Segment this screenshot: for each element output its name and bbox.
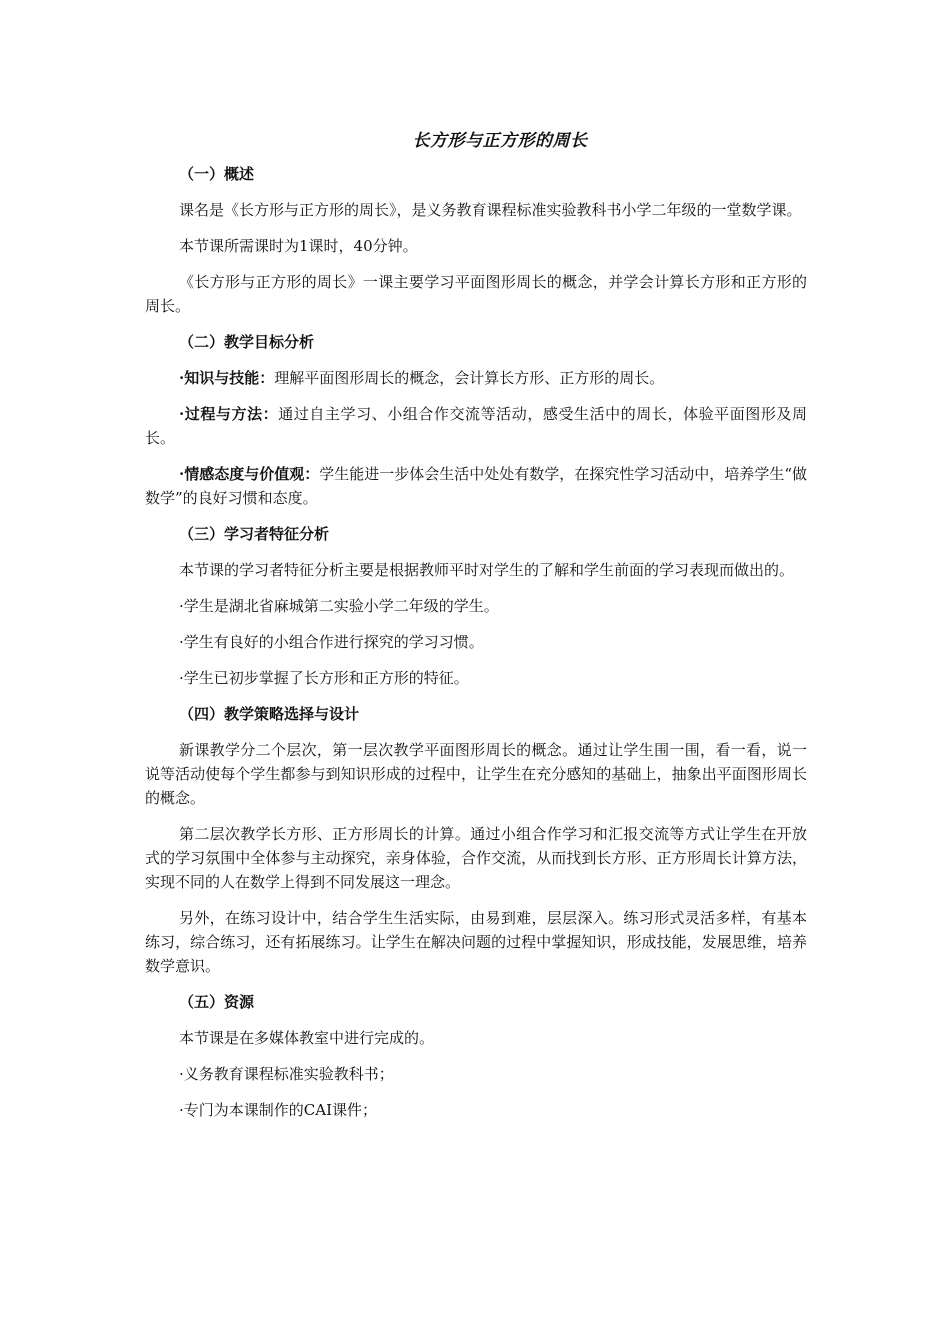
section-heading-learners: （三）学习者特征分析	[179, 525, 330, 543]
paragraph: 本节课是在多媒体教室中进行完成的。	[179, 1029, 435, 1047]
objective-text: 理解平面图形周长的概念，会计算长方形、正方形的周长。	[274, 369, 665, 387]
paragraph: 新课教学分二个层次，第一层次教学平面图形周长的概念。通过让学生围一围，看一看，说一说等活动使每个学生都参与到知识形成的过程中，让学生在充分感知的基础上，抽象出平面图形周长的概念。	[145, 741, 807, 807]
section-heading-strategy: （四）教学策略选择与设计	[179, 705, 360, 723]
section-heading-resources: （五）资源	[179, 993, 255, 1011]
section-heading-overview: （一）概述	[179, 165, 255, 183]
paragraph: 另外，在练习设计中，结合学生生活实际，由易到难，层层深入。练习形式灵活多样，有基本练习，综合练习，还有拓展练习。让学生在解决问题的过程中掌握知识，形成技能，发展思维，培养数学意识。	[145, 909, 807, 975]
paragraph: 课名是《长方形与正方形的周长》，是义务教育课程标准实验教科书小学二年级的一堂数学课。	[179, 201, 802, 219]
section-heading-objectives: （二）教学目标分析	[179, 333, 315, 351]
objective-item-knowledge	[145, 366, 807, 390]
objective-item-attitude	[145, 462, 807, 510]
list-item: ·学生是湖北省麻城第二实验小学二年级的学生。	[179, 597, 499, 615]
objective-label: ·过程与方法：	[179, 405, 279, 423]
paragraph: 第二层次教学长方形、正方形周长的计算。通过小组合作学习和汇报交流等方式让学生在开放式的学习氛围中全体参与主动探究，亲身体验，合作交流，从而找到长方形、正方形周长计算方法，实现不同的人在数学上得到不同发展这一理念。	[145, 825, 807, 891]
objective-text: 学生能进一步体会生活中处处有数学，在探究性学习活动中，培养学生“做数学”的良好习惯和态度。	[145, 465, 807, 507]
paragraph: 本节课所需课时为1课时，40分钟。	[179, 237, 418, 255]
paragraph: 《长方形与正方形的周长》一课主要学习平面图形周长的概念，并学会计算长方形和正方形的周长。	[145, 273, 807, 315]
list-item: ·学生已初步掌握了长方形和正方形的特征。	[179, 669, 469, 687]
list-item: ·学生有良好的小组合作进行探究的学习习惯。	[179, 633, 484, 651]
paragraph: 本节课的学习者特征分析主要是根据教师平时对学生的了解和学生前面的学习表现而做出的。	[179, 561, 795, 579]
document-body	[145, 162, 807, 1134]
list-item: ·专门为本课制作的CAI课件；	[179, 1101, 378, 1119]
objective-label: ·情感态度与价值观：	[179, 465, 320, 483]
document-title: 长方形与正方形的周长	[412, 131, 588, 151]
objective-label: ·知识与技能：	[179, 369, 275, 387]
objective-item-process	[145, 402, 807, 450]
objective-text: 通过自主学习、小组合作交流等活动，感受生活中的周长，体验平面图形及周长。	[145, 405, 807, 447]
list-item: ·义务教育课程标准实验教科书；	[179, 1065, 394, 1083]
